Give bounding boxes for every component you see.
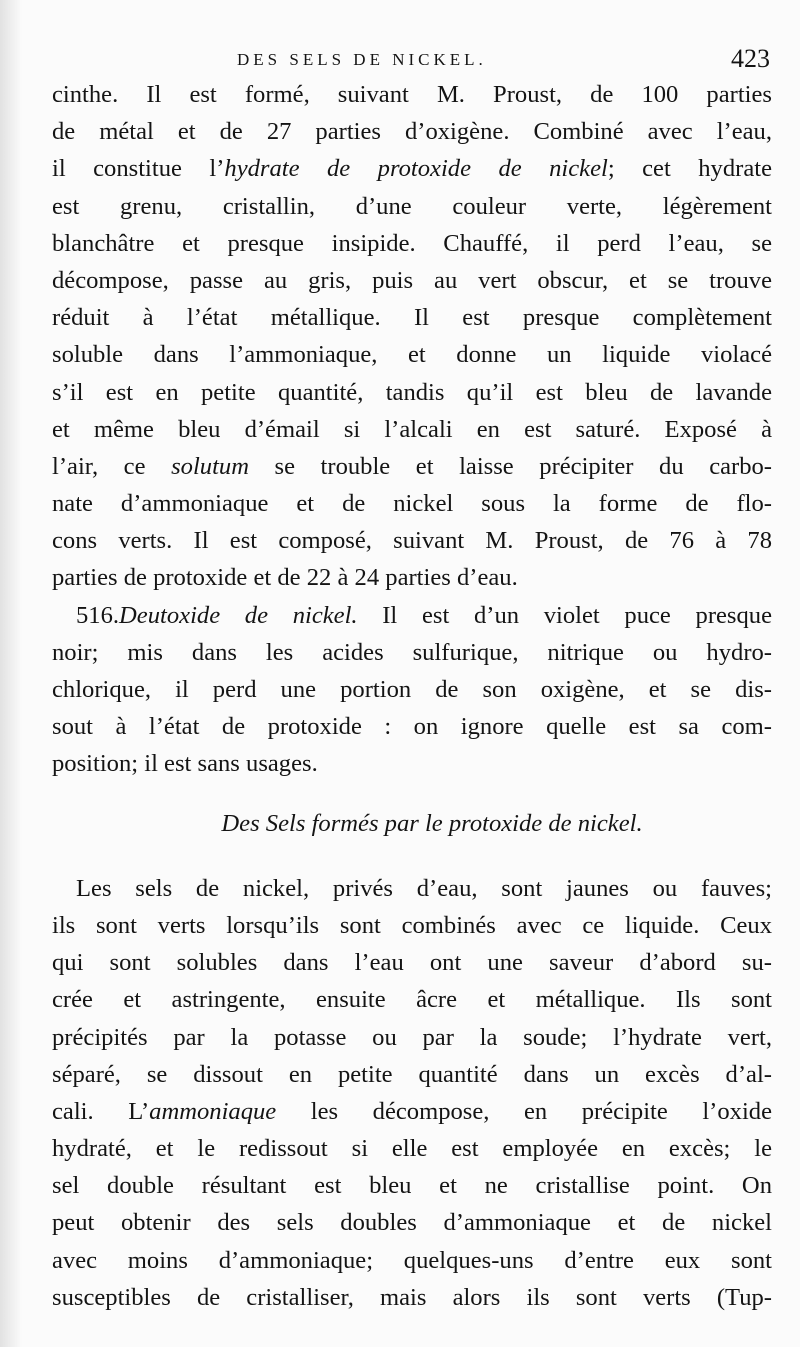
text-line: parties de protoxide et de 22 à 24 parties d’eau. — [52, 564, 518, 592]
text-line: réduit à l’état métallique. Il est presque complètement — [52, 304, 772, 332]
text-fragment: se trouble et laisse précipiter du carbo- — [248, 452, 772, 480]
text-line: de métal et de 27 parties d’oxigène. Combiné avec l’eau, — [52, 118, 772, 146]
paragraph-hydrate — [52, 76, 772, 597]
text-line: chlorique, il perd une portion de son oxigène, et se dis- — [52, 676, 772, 703]
text-line: séparé, se dissout en petite quantité dans un excès d’al- — [52, 1060, 772, 1088]
text-line: soluble dans l’ammoniaque, et donne un liquide violacé — [52, 341, 772, 369]
text-line: sout à l’état de protoxide : on ignore quelle est sa com- — [52, 713, 772, 741]
text-line: précipités par la potasse ou par la soude; l’hydrate vert, — [52, 1023, 772, 1051]
text-line: sel double résultant est bleu et ne cristallise point. On — [52, 1172, 772, 1200]
text-line: et même bleu d’émail si l’alcali en est saturé. Exposé à — [52, 415, 772, 443]
text-line: s’il est en petite quantité, tandis qu’il est bleu de lavande — [52, 378, 772, 406]
text-line: crée et astringente, ensuite âcre et métallique. Ils sont — [52, 986, 772, 1014]
spacer — [52, 783, 772, 805]
text-line — [52, 150, 772, 187]
paragraph-number: 516. — [76, 601, 120, 629]
text-line: ils sont verts lorsqu’ils sont combinés avec ce liquide. Ceux — [52, 911, 772, 939]
text-line — [52, 597, 772, 634]
text-line: peut obtenir des sels doubles d’ammoniaque et de nickel — [52, 1209, 772, 1237]
text-line: susceptibles de cristalliser, mais alors ils sont verts (Tup- — [52, 1283, 772, 1311]
running-title: DES SELS DE NICKEL. — [237, 50, 487, 69]
text-line: est grenu, cristallin, d’une couleur verte, légèrement — [52, 192, 772, 220]
paragraph-deutoxide — [52, 597, 772, 783]
text-line — [52, 448, 772, 485]
page-gutter-shadow — [0, 0, 22, 1347]
text-line: noir; mis dans les acides sulfurique, nitrique ou hydro- — [52, 638, 772, 666]
text-line: blanchâtre et presque insipide. Chauffé, il perd l’eau, se — [52, 229, 772, 257]
text-line: hydraté, et le redissout si elle est employée en excès; le — [52, 1135, 772, 1163]
page-number: 423 — [731, 44, 770, 73]
italic-term: solutum — [171, 452, 249, 480]
text-line: Les sels de nickel, privés d’eau, sont jaunes ou fauves; — [76, 874, 772, 902]
text-fragment: il constitue l’ — [52, 155, 225, 183]
paragraph-sels — [52, 870, 772, 1316]
body-text — [52, 76, 772, 1316]
text-line: qui sont solubles dans l’eau ont une saveur d’abord su- — [52, 949, 772, 977]
text-line: avec moins d’ammoniaque; quelques-uns d’entre eux sont — [52, 1246, 772, 1274]
text-line: position; il est sans usages. — [52, 750, 318, 778]
text-fragment: les décompose, en précipite l’oxide — [276, 1097, 772, 1125]
text-line: cons verts. Il est composé, suivant M. Proust, de 76 à 78 — [52, 527, 772, 555]
italic-term: hydrate de protoxide de nickel — [224, 155, 608, 183]
text-line: décompose, passe au gris, puis au vert obscur, et se trouve — [52, 266, 772, 294]
italic-term: ammoniaque — [149, 1097, 277, 1125]
text-line: nate d’ammoniaque et de nickel sous la forme de flo- — [52, 490, 772, 518]
text-fragment: Il est d’un violet puce presque — [357, 601, 772, 629]
spacer — [52, 842, 772, 870]
text-fragment: cali. L’ — [52, 1097, 150, 1125]
text-fragment: ; cet hydrate — [607, 155, 772, 183]
running-header — [55, 44, 770, 78]
section-heading: Des Sels formés par le protoxide de nickel. — [221, 809, 643, 837]
italic-term: Deutoxide de nickel. — [119, 601, 358, 629]
text-line: cinthe. Il est formé, suivant M. Proust, de 100 parties — [52, 81, 772, 108]
text-line — [52, 1093, 772, 1130]
text-fragment: l’air, ce — [52, 452, 172, 480]
